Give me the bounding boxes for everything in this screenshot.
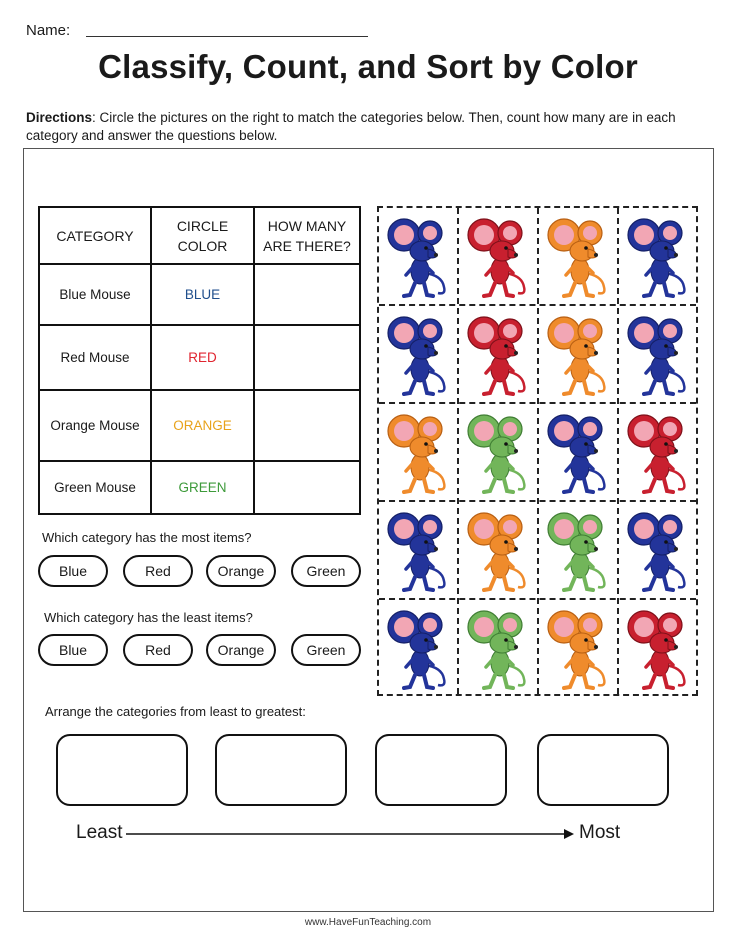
red-mouse-icon <box>464 213 534 301</box>
most-option-orange[interactable]: Orange <box>206 555 276 587</box>
orange-mouse-icon <box>384 409 454 497</box>
orange-mouse-icon <box>544 213 614 301</box>
blue-mouse-picture[interactable] <box>379 208 459 306</box>
category-green-mouse: Green Mouse <box>39 461 151 514</box>
header-circle-color-text: CIRCLE COLOR <box>176 217 229 254</box>
circle-color-green: GREEN <box>151 461 254 514</box>
mouse-picture-grid <box>377 206 698 696</box>
category-orange-mouse: Orange Mouse <box>39 390 151 461</box>
blue-mouse-icon <box>624 507 694 595</box>
orange-mouse-picture[interactable] <box>539 600 619 698</box>
circle-color-blue: BLUE <box>151 264 254 325</box>
arrange-box-1[interactable] <box>56 734 188 806</box>
directions-text: : Circle the pictures on the right to match the categories below. Then, count how many are in each category and answer the questions below. <box>26 110 676 143</box>
question-least: Which category has the least items? <box>44 610 253 625</box>
circle-color-orange: ORANGE <box>151 390 254 461</box>
most-option-red[interactable]: Red <box>123 555 193 587</box>
arrange-box-2[interactable] <box>215 734 347 806</box>
count-green-mouse[interactable] <box>254 461 360 514</box>
worksheet-title: Classify, Count, and Sort by Color <box>98 48 638 85</box>
red-mouse-picture[interactable] <box>459 306 539 404</box>
blue-mouse-picture[interactable] <box>379 306 459 404</box>
count-blue-mouse[interactable] <box>254 264 360 325</box>
least-to-most-arrow <box>124 826 576 842</box>
header-how-many <box>254 207 360 264</box>
arrange-instruction: Arrange the categories from least to greatest: <box>45 704 306 719</box>
name-label: Name: <box>26 22 71 39</box>
orange-mouse-icon <box>544 311 614 399</box>
blue-mouse-icon <box>624 311 694 399</box>
orange-mouse-picture[interactable] <box>539 306 619 404</box>
orange-mouse-icon <box>544 605 614 693</box>
question-most: Which category has the most items? <box>42 530 252 545</box>
category-blue-mouse: Blue Mouse <box>39 264 151 325</box>
least-label: Least <box>76 822 123 843</box>
header-how-many-text: HOW MANY ARE THERE? <box>263 217 351 254</box>
category-table <box>38 206 361 515</box>
directions <box>26 109 716 145</box>
header-circle-color <box>151 207 254 264</box>
blue-mouse-picture[interactable] <box>539 404 619 502</box>
arrange-box-4[interactable] <box>537 734 669 806</box>
orange-mouse-picture[interactable] <box>539 208 619 306</box>
red-mouse-icon <box>624 409 694 497</box>
green-mouse-picture[interactable] <box>539 502 619 600</box>
least-option-red[interactable]: Red <box>123 634 193 666</box>
blue-mouse-picture[interactable] <box>619 306 699 404</box>
orange-mouse-picture[interactable] <box>459 502 539 600</box>
most-option-green[interactable]: Green <box>291 555 361 587</box>
header-category: CATEGORY <box>39 207 151 264</box>
blue-mouse-icon <box>384 213 454 301</box>
most-option-blue[interactable]: Blue <box>38 555 108 587</box>
orange-mouse-picture[interactable] <box>379 404 459 502</box>
category-red-mouse: Red Mouse <box>39 325 151 390</box>
arrange-box-3[interactable] <box>375 734 507 806</box>
most-label: Most <box>579 822 621 843</box>
name-input-line[interactable] <box>86 36 368 37</box>
red-mouse-icon <box>624 605 694 693</box>
blue-mouse-icon <box>384 507 454 595</box>
green-mouse-icon <box>464 409 534 497</box>
green-mouse-picture[interactable] <box>459 404 539 502</box>
green-mouse-picture[interactable] <box>459 600 539 698</box>
directions-label: Directions <box>26 110 93 125</box>
red-mouse-icon <box>464 311 534 399</box>
blue-mouse-icon <box>624 213 694 301</box>
footer-website: www.HaveFunTeaching.com <box>304 917 432 928</box>
red-mouse-picture[interactable] <box>619 404 699 502</box>
red-mouse-picture[interactable] <box>459 208 539 306</box>
blue-mouse-icon <box>384 311 454 399</box>
green-mouse-icon <box>544 507 614 595</box>
orange-mouse-icon <box>464 507 534 595</box>
blue-mouse-icon <box>544 409 614 497</box>
green-mouse-icon <box>464 605 534 693</box>
blue-mouse-picture[interactable] <box>619 502 699 600</box>
least-option-green[interactable]: Green <box>291 634 361 666</box>
least-option-orange[interactable]: Orange <box>206 634 276 666</box>
circle-color-red: RED <box>151 325 254 390</box>
red-mouse-picture[interactable] <box>619 600 699 698</box>
blue-mouse-picture[interactable] <box>619 208 699 306</box>
blue-mouse-picture[interactable] <box>379 600 459 698</box>
count-red-mouse[interactable] <box>254 325 360 390</box>
blue-mouse-picture[interactable] <box>379 502 459 600</box>
count-orange-mouse[interactable] <box>254 390 360 461</box>
blue-mouse-icon <box>384 605 454 693</box>
least-option-blue[interactable]: Blue <box>38 634 108 666</box>
